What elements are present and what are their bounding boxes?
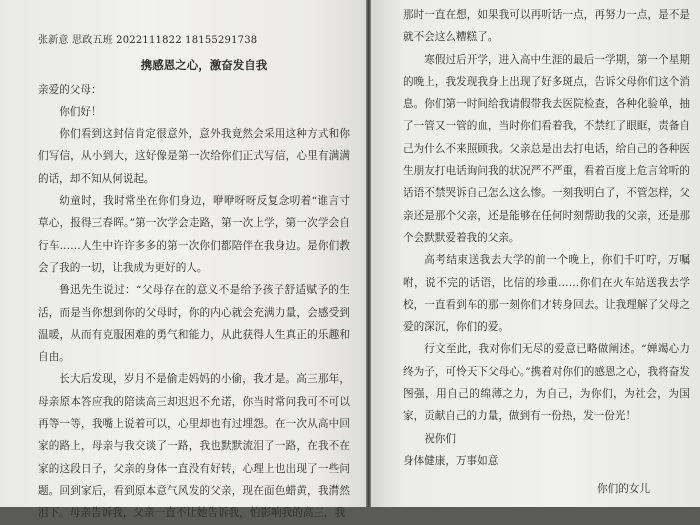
greeting: 你们好！	[59, 105, 102, 118]
paragraph: 长大后发现，岁月不是偷走妈妈的小偷，我才是。高三那年，母亲原本答应我的陪读高三却迟迟不允诺，你当时常问我可不可以再等一等，我嘴上说着可以，心里却也有过埋怨。在一次从高中回家的路上，母亲与我交谈了一路，我也默默流泪了一路，在我不在家的这段日子，父亲的身体一直没有好转，心理上也出现了一些问题。回到家后，看到原本意气风发的父亲，现在面色蜡黄，我潸然泪下。母亲告诉我，父亲一直不让她告诉我，怕影响我的高三，我	[38, 373, 350, 520]
closing-blessing: 身体健康，万事如意	[403, 454, 499, 467]
paragraph: 幼童时，我时常坐在你们身边，咿咿呀呀反复念叨着“谁言寸草心，报得三春晖。”第一次学会走路，第一次上学，第一次学会自行车……人生中许许多多的第一次你们都陪伴在我身边。是你们教会了我的一切，让我成为更好的人。	[38, 195, 350, 274]
salutation: 亲爱的父母：	[38, 83, 102, 96]
paragraph: 高考结束送我去大学的前一个晚上，你们千叮咛，万嘱咐，说不完的话语，比信的珍重……你们在火车站送我去学校，一直看到车的那一刻你们才转身回去。让我理解了父母之爱的深沉，你们的爱。	[403, 254, 690, 334]
letter-page-right	[371, 0, 700, 507]
author-header: 张新意 思政五班 2022111822 18155291738	[38, 35, 258, 46]
letter-title: 携感恩之心，激奋发自我	[140, 58, 268, 73]
paragraph: 那时一直在想，如果我可以再听话一点，再努力一点，是不是就不会这么糟糕了。	[403, 9, 690, 44]
paragraph: 寒假过后开学，进入高中生涯的最后一学期，第一个星期的晚上，我发现我身上出现了好多斑点，告诉父母你们这个消息。你们第一时间给我请假带我去医院检查，各种化验单，抽了一管又一管的血，当时你们看着我，不禁红了眼眶，责备自己为什么不来照顾我。父亲总是出去打电话，给自己的各种医生朋友打电话询问我的状况严不严重，看着百度上危言耸听的话语不禁哭诉自己怎么这么惨。一刻我明白了，不管怎样，父亲还是那个父亲，还是能够在任何时刻帮助我的父亲，还是那个会默默爱着我的父亲。	[403, 53, 690, 244]
closing-wish: 祝你们	[424, 432, 456, 445]
paragraph: 鲁迅先生说过：“父母存在的意义不是给予孩子舒适赋予的生活，而是当你想到你的父母时，你的内心就会充满力量，会感受到温暖，从而有克服困难的勇气和能力，从此获得人生真正的乐趣和自由。	[38, 284, 350, 364]
paragraph: 你们看到这封信肯定很意外，意外我竟然会采用这种方式和你们写信，从小到大，这好像是第一次给你们正式写信，心里有满满的话，却不知从何说起。	[38, 128, 350, 185]
signature: 你们的女儿	[597, 483, 650, 496]
paragraph: 行文至此，我对你们无尽的爱意已略做阐述。“婵竭心力终为子，可怜天下父母心。”携着对你们的感恩之心，我将奋发图强，用自己的绵薄之力，为自己，为你们，为社会，为国家，贡献自己的力量，做到有一份热，发一份光！	[403, 343, 690, 423]
